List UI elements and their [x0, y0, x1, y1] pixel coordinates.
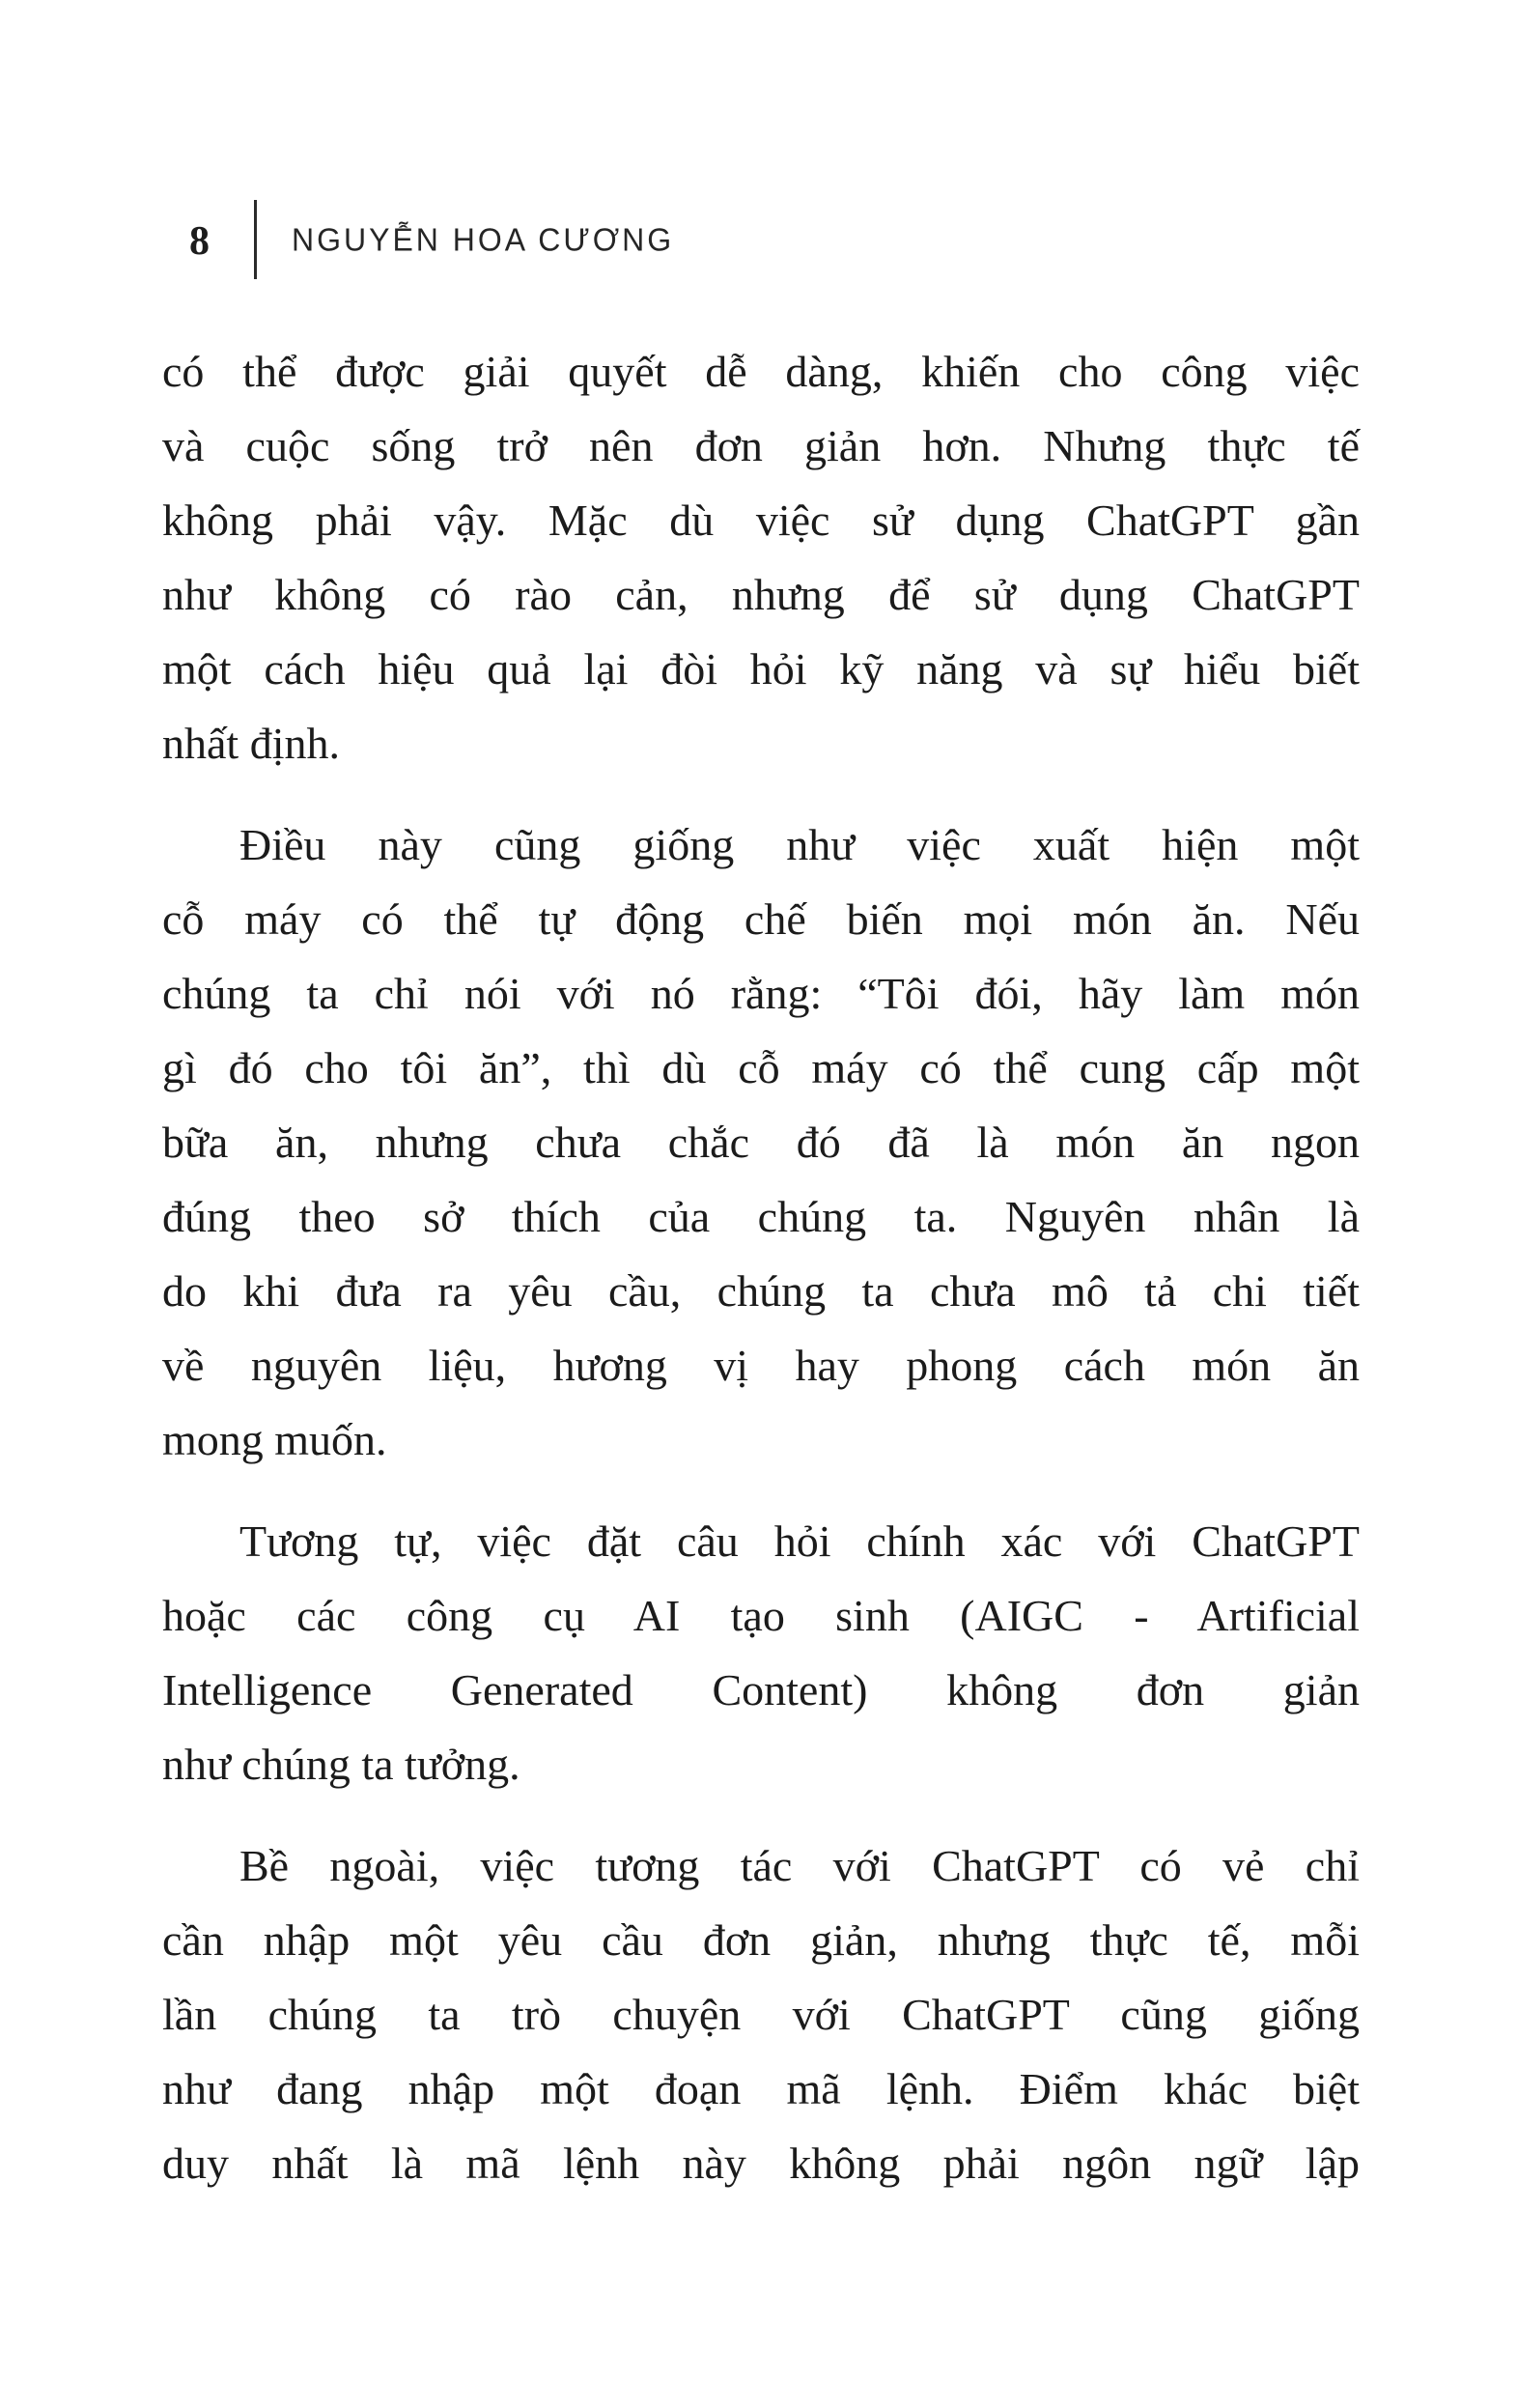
paragraph	[162, 1828, 1360, 2200]
text-line: gì đó cho tôi ăn”, thì dù cỗ máy có thể cung cấp một	[162, 1043, 1360, 1092]
text-line: có thể được giải quyết dễ dàng, khiến cho công việc	[162, 347, 1360, 396]
text-line: như đang nhập một đoạn mã lệnh. Điểm khác biệt	[162, 2064, 1360, 2113]
text-line: duy nhất là mã lệnh này không phải ngôn ngữ lập	[162, 2139, 1360, 2188]
text-line: và cuộc sống trở nên đơn giản hơn. Nhưng thực tế	[162, 421, 1360, 470]
text-line: Điều này cũng giống như việc xuất hiện một	[239, 820, 1360, 869]
text-line: cần nhập một yêu cầu đơn giản, nhưng thực tế, mỗi	[162, 1915, 1360, 1965]
running-header	[189, 193, 674, 286]
text-line: như không có rào cản, nhưng để sử dụng ChatGPT	[162, 570, 1360, 619]
text-line: Intelligence Generated Content) không đơn giản	[162, 1665, 1360, 1714]
text-line: như chúng ta tưởng.	[162, 1740, 520, 1789]
text-line: một cách hiệu quả lại đòi hỏi kỹ năng và sự hiểu biết	[162, 644, 1360, 694]
text-line: chúng ta chỉ nói với nó rằng: “Tôi đói, hãy làm món	[162, 969, 1360, 1018]
page-body	[162, 334, 1360, 2200]
text-line: lần chúng ta trò chuyện với ChatGPT cũng giống	[162, 1990, 1360, 2039]
text-line: không phải vậy. Mặc dù việc sử dụng ChatGPT gần	[162, 496, 1360, 545]
text-line: bữa ăn, nhưng chưa chắc đó đã là món ăn ngon	[162, 1118, 1360, 1167]
text-line: hoặc các công cụ AI tạo sinh (AIGC - Artificial	[162, 1591, 1360, 1640]
header-author-name: NGUYỄN HOA CƯƠNG	[292, 220, 675, 258]
paragraph	[162, 1504, 1360, 1801]
header-divider	[254, 200, 257, 279]
text-line: nhất định.	[162, 719, 340, 768]
paragraph	[162, 807, 1360, 1477]
text-line: mong muốn.	[162, 1415, 387, 1464]
text-line: Bề ngoài, việc tương tác với ChatGPT có vẻ chỉ	[239, 1841, 1360, 1890]
text-line: đúng theo sở thích của chúng ta. Nguyên nhân là	[162, 1192, 1360, 1241]
text-line: cỗ máy có thể tự động chế biến mọi món ăn. Nếu	[162, 894, 1360, 944]
text-line: về nguyên liệu, hương vị hay phong cách món ăn	[162, 1341, 1360, 1390]
page-number: 8	[189, 219, 210, 264]
text-line: do khi đưa ra yêu cầu, chúng ta chưa mô tả chi tiết	[162, 1266, 1360, 1316]
text-line: Tương tự, việc đặt câu hỏi chính xác với ChatGPT	[239, 1516, 1360, 1566]
paragraph	[162, 334, 1360, 780]
